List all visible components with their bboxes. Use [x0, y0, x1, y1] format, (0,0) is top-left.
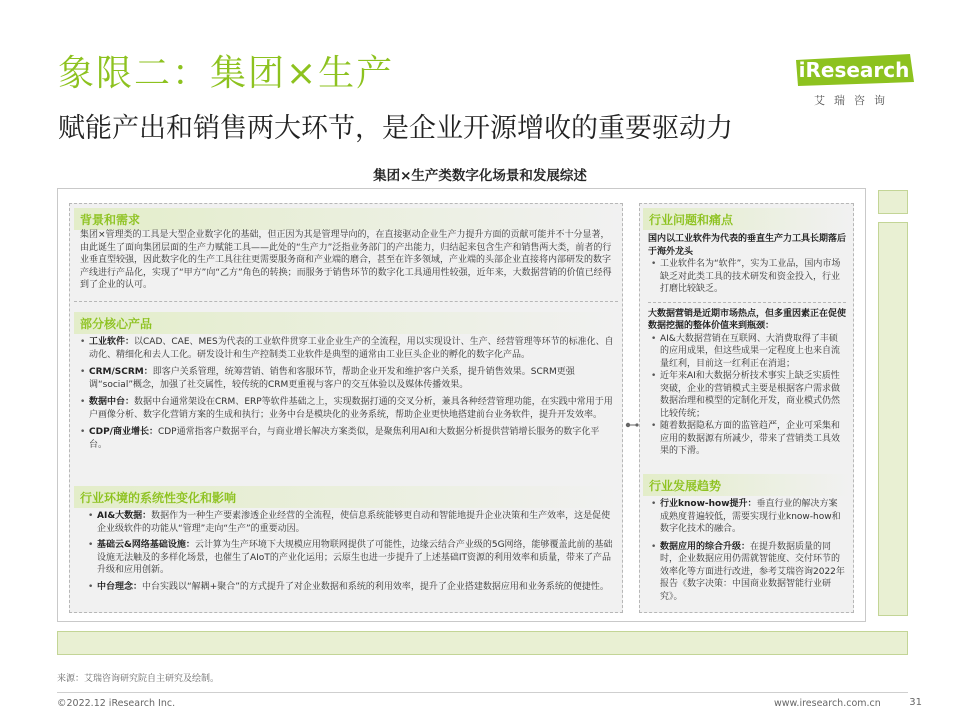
- item-text: 以CAD、CAE、MES为代表的工业软件贯穿工业企业生产的全流程，用以实现设计、生产、经营管理等环节的标准化、自动化、精细化和去人工化。研发设计和生产控制类工业软件是典型的通常由工业巨头企业的孵化的数字化产品。: [89, 337, 614, 360]
- list-item: [651, 541, 846, 604]
- environment-list: [88, 510, 614, 593]
- side-bar-main: [878, 222, 908, 616]
- item-label: CDP/商业增长：: [89, 427, 158, 437]
- bottom-bar: [57, 631, 908, 655]
- copyright: ©2022.12 iResearch Inc.: [57, 698, 176, 709]
- list-item: • 工业软件名为“软件”，实为工业品，国内市场缺乏对此类工具的技术研发和资金投入，行业打磨比较缺乏。: [651, 258, 846, 296]
- section-bar: [74, 312, 618, 334]
- footer-divider: [57, 692, 908, 693]
- trends-heading: 行业发展趋势: [649, 479, 722, 493]
- right-panel: [639, 203, 854, 613]
- item-label: 行业know-how提升：: [660, 499, 757, 509]
- section-divider: [648, 302, 846, 303]
- left-panel: [69, 203, 623, 613]
- background-body: 集团×管理类的工具是大型企业数字化的基础，但正因为其是管理导向的，在直接驱动企业生产力提升方面的贡献可能并不十分显著，由此诞生了面向集团层面的生产力赋能工具——此处的“生产力”泛指业务部门的产出能力，归结起来包含生产和销售两大类，前者的行业垂直型较强，因此数字化的生产工具往往更需要服务商和产业端的磨合，甚至在许多领域，产业端的头部企业直接将内部研发的数字产线进行产品化，实现了“甲方”向“乙方”角色的转换；而服务于销售环节的数字化工具通用性较强，近年来，大数据营销的价值已经得到了企业的认可。: [80, 230, 612, 290]
- products-heading: 部分核心产品: [80, 317, 153, 331]
- section-divider: [74, 301, 618, 302]
- list-item: [80, 426, 616, 451]
- list-item: • 随着数据隐私方面的监管趋严，企业可采集和应用的数据源有所减少，带来了营销类工具效果的下滑。: [651, 420, 846, 458]
- background-heading: 背景和需求: [80, 213, 141, 227]
- item-label: 数据中台：: [89, 397, 135, 407]
- item-text: 在提升数据质量的同时，企业数据应用仍需就智能度、交付环节的效率化等方面进行改进，参考艾瑞咨询2022年报告《数字决策：中国商业数据智能行业研究》。: [660, 541, 845, 602]
- page-subtitle: 赋能产出和销售两大环节，是企业开源增收的重要驱动力: [58, 113, 733, 144]
- list-item: • AI&大数据营销在互联网、大消费取得了丰硕的应用成果，但这些成果一定程度上也来自流量红利，目前这一红利正在消退；: [651, 333, 846, 371]
- item-text: 数据作为一种生产要素渗透企业经营的全流程，使信息系统能够更自动和智能地提升企业决策和生产效率，这是促使企业级软件的功能从“管理”走向“生产”的重要动因。: [97, 511, 611, 534]
- item-label: CRM/SCRM：: [89, 367, 153, 377]
- list-item: [651, 498, 846, 536]
- item-text: CDP通常指客户数据平台，与商业增长解决方案类似，是聚焦利用AI和大数据分析提供营销增长服务的数字化平台。: [89, 427, 600, 450]
- list-item: [88, 510, 614, 535]
- item-text: 中台实践以“解耦+聚合”的方式提升了对企业数据和系统的利用效率，提升了企业搭建数据应用和业务系统的便捷性。: [142, 581, 609, 592]
- item-label: 中台理念：: [97, 581, 143, 592]
- item-label: 基础云&网络基础设施：: [97, 540, 195, 550]
- logo-subtext: 艾瑞咨询: [814, 94, 894, 107]
- item-text: 数据中台通常架设在CRM、ERP等软件基础之上，实现数据打通的交叉分析，兼具各种经营管理功能，在实践中常用于用户画像分析、数字化营销方案的生成和执行；业务中台是模块化的业务系统，帮助企业更快地搭建前台业务软件，提升开发效率。: [89, 397, 613, 420]
- item-text: 云计算为生产环境下大规模应用物联网提供了可能性，边缘云结合产业级的5G网络，能够覆盖此前的基础设施无法触及的多样化场景，也催生了AIoT的产业化运用；云原生也进一步提升了上述基础IT资源的利用效率和质量，带来了产品升级和应用创新。: [97, 540, 613, 575]
- diagram-title: 集团×生产类数字化场景和发展综述: [373, 168, 587, 184]
- item-label: 工业软件：: [89, 337, 135, 347]
- side-bar-top: [878, 190, 908, 214]
- page-number: 31: [909, 697, 922, 708]
- item-text: 垂直行业的解决方案成熟度普遍较低，需要实现行业know-how和数字化技术的融合。: [660, 499, 841, 534]
- iresearch-logo: [794, 52, 914, 112]
- list-item: [88, 581, 614, 594]
- issues-heading: 行业问题和痛点: [649, 213, 734, 227]
- section-bar: [74, 208, 618, 230]
- products-list: [80, 336, 616, 451]
- issue-group-title: 国内以工业软件为代表的垂直生产力工具长期落后于海外龙头: [648, 234, 847, 257]
- trends-list: [651, 498, 846, 603]
- list-item: [80, 396, 616, 421]
- source-note: 来源：艾瑞咨询研究院自主研究及绘制。: [57, 674, 220, 684]
- connector-arrow-icon: [625, 418, 639, 432]
- issues-content: [648, 233, 846, 458]
- page-title: 象限二：集团×生产: [58, 53, 395, 94]
- item-text: 即客户关系管理，统筹营销、销售和客服环节，帮助企业开发和维护客户关系，提升销售效果。SCRM更强调“social”概念，加强了社交属性，较传统的CRM更重视与客户的交互体验以及媒体传播效果。: [89, 367, 575, 390]
- environment-heading: 行业环境的系统性变化和影响: [80, 491, 237, 505]
- item-label: 数据应用的综合升级：: [660, 541, 751, 552]
- website-link[interactable]: www.iresearch.com.cn: [774, 698, 881, 709]
- list-item: [80, 366, 616, 391]
- item-label: AI&大数据：: [97, 511, 152, 521]
- list-item: • 近年来AI和大数据分析技术事实上缺乏实质性突破，企业的营销模式主要是根据客户需求做数据治理和模型的定制化开发，商业模式仍然比较传统；: [651, 370, 846, 420]
- issue-group-title: 大数据营销是近期市场热点，但多重因素正在促使数据挖掘的整体价值来到瓶颈：: [648, 308, 847, 331]
- list-item: [80, 336, 616, 361]
- list-item: [88, 539, 614, 577]
- logo-text: iResearch: [798, 58, 910, 82]
